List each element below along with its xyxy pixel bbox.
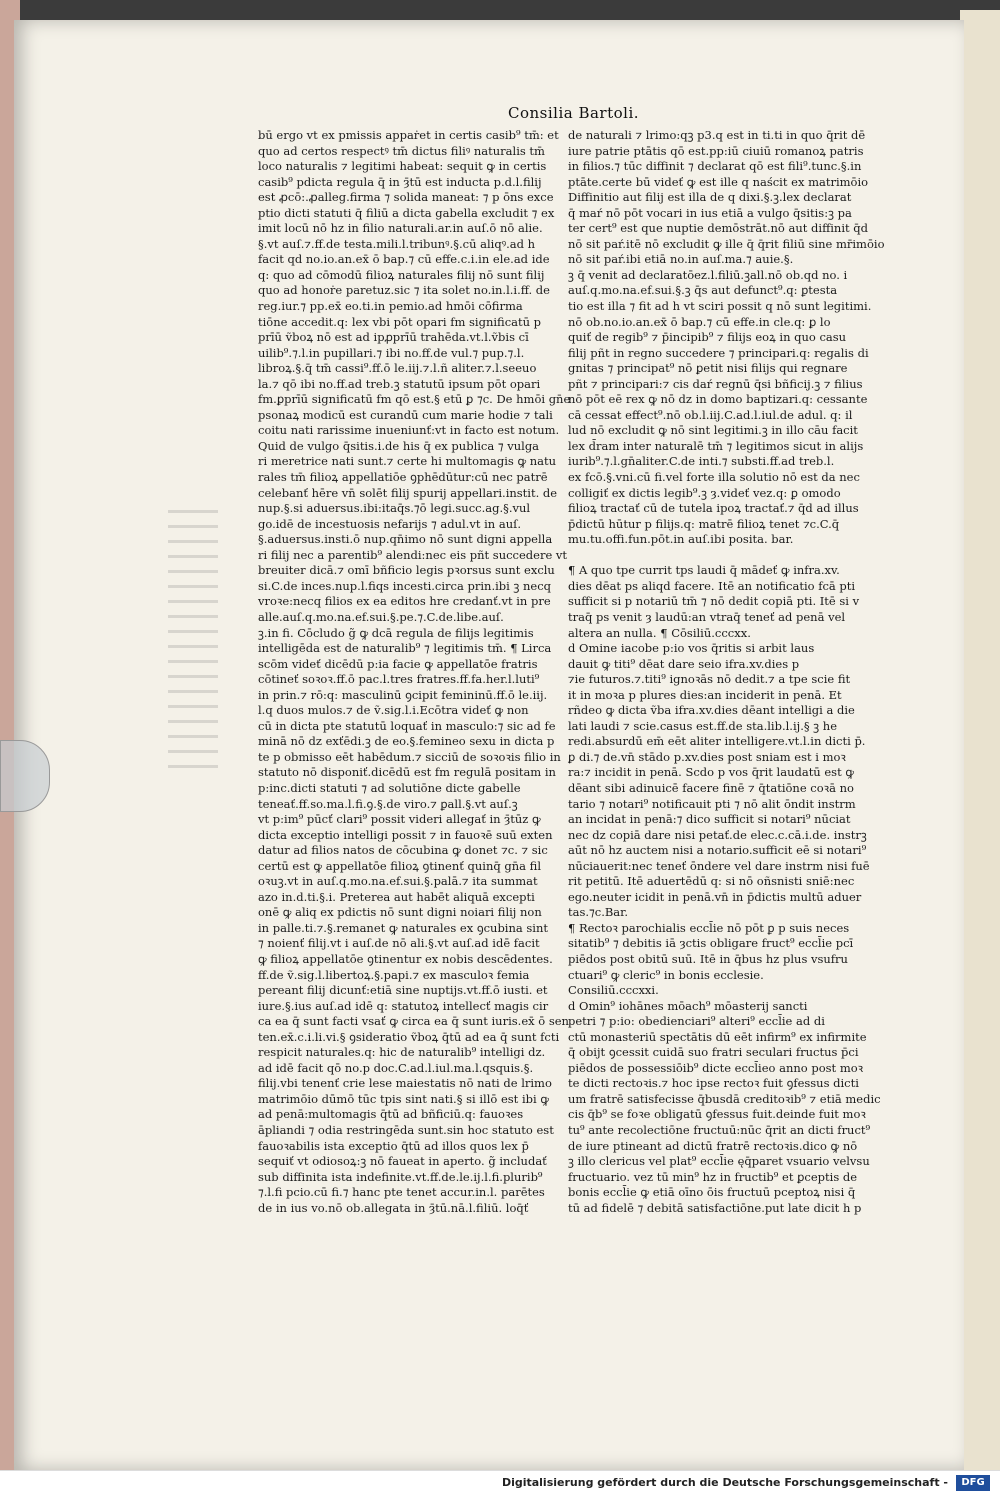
right-column-line: piēdos de possessiōib⁹ dicte eccl̄ieo anno post moꝛ <box>568 1060 864 1075</box>
left-column-line: in prin.⁊ rō:q: masculinū ꝯcipit femininū.ff.ō le.iij. <box>258 687 548 702</box>
right-column-line: Consiliū.cccxxi. <box>568 983 659 998</box>
left-column-line: minā nō dz exťēdi.ꝫ de eo.§.femineo sexu in dicta p <box>258 734 555 749</box>
left-column-line: fm.ꝑprīū significatū fm qō est.§ etū ꝑ ⁊c. De hmōi gn̄e <box>258 392 571 407</box>
left-column-line: casib⁹ pdicta regula q̄ in ȝ̄tū est inducta p.d.l.filij <box>258 174 542 189</box>
left-column-line: go.idē de incestuosis nefarijs ⁊ adul.vt in auſ. <box>258 516 522 531</box>
right-column-line: bonis eccl̄ie ꝙ etiā oīno ōis fructuū pceptoꝝ nisi q̄ <box>568 1185 856 1200</box>
left-column-line: ⁊.l.fi pcio.cū fi.⁊ hanc pte tenet accur.in.l. parētes <box>258 1185 545 1200</box>
left-column-line: āpliandi ⁊ odia restringēda sunt.sin hoc statuto est <box>258 1123 554 1137</box>
dfg-logo[interactable]: DFG <box>956 1475 990 1491</box>
left-column-line: statuto nō disponiť.dicēdū est fm regulā positam in <box>258 765 556 780</box>
left-column-line: p:inc.dicti statuti ⁊ ad solutiōne dicte gabelle <box>258 780 521 795</box>
right-column-line: it in moꝛa p plures dies:an inciderit in penā. Et <box>568 687 842 702</box>
right-column-line: nō sit paŕ.ibi etiā no.in auſ.ma.⁊ auie.§. <box>568 252 794 267</box>
left-column-line: ff.de ṽ.sig.l.libertoꝝ.§.papi.⁊ ex masculoꝛ femia <box>258 967 530 982</box>
left-column-line: in palle.ti.⁊.§.remanet ꝙ naturales ex ꝯcubina sint <box>258 920 549 935</box>
right-column-line: tas.⁊c.Bar. <box>568 905 629 920</box>
right-column-line: sufficit si p notariū tm̄ ⁊ nō dedit copiā pti. Itē si v <box>568 594 860 609</box>
left-column-line: ꝙ filioꝝ appellatōe ꝯtinentur ex nobis descēdentes. <box>258 951 553 966</box>
right-column-line: colligiť ex dictis legib⁹.ꝫ ȝ.videť vez.q: ꝑ omodo <box>568 485 841 500</box>
left-column-line: ri filij nec a parentib⁹ alendi:nec eis pñt succedere vt <box>258 547 568 562</box>
right-column-line: ꝫ q̄ venit ad declaratōez.l.filiū.ꝫall.nō ob.qd no. i <box>568 267 848 282</box>
right-column-line: redi.absurdū em̄ eēt aliter intelligere.vt.l.in dicti p̄. <box>568 734 866 749</box>
right-column-line: an incidat in penā:⁊ dico sufficit si notari⁹ nūciat <box>568 812 851 827</box>
left-column-line: nup.§.si aduersus.ibi:itaq̄s.⁊ō legi.succ.ag.§.vul <box>258 501 531 516</box>
right-column-line: rit petitū. Itē aduertēdū q: si nō oñsnisti sniē:nec <box>568 874 855 889</box>
left-column-line: teneať.ff.so.ma.l.fi.ꝯ.§.de viro.⁊ ꝑall.§.vt auſ.ꝫ <box>258 796 518 811</box>
left-column-line: ꝫ.in fi. Cōcludo g̃ ꝙ dcā regula de filijs legitimis <box>258 625 534 640</box>
left-column-line: dicta exceptio intelligi possit ⁊ in fauoꝛē suū exten <box>258 827 553 842</box>
page-clip <box>0 740 50 812</box>
right-column-line: ¶ A quo tpe currit tps laudi q̄ mādeť ꝙ infra.xv. <box>568 563 840 578</box>
left-column-line: ad idē facit qō no.p doc.C.ad.l.iul.ma.l.qsquis.§. <box>258 1060 534 1075</box>
left-column-line: psonaꝝ modicū est curandū cum marie hodie ⁊ tali <box>258 407 553 422</box>
left-column-line: quo ad certos respectꝰ tm̄ dictus filiꝰ naturalis tm̄ <box>258 143 545 158</box>
right-column-line: cis q̄b⁹ se foꝛe obligatū ꝯfessus fuit.deinde fuit moꝛ <box>568 1107 866 1122</box>
left-column-line: certū est ꝙ appellatōe filioꝝ ꝯtinenť quinq̄ gn̄a fil <box>258 858 542 873</box>
left-column-line: la.⁊ qō ibi no.ff.ad treb.ꝫ statutū ipsum pōt opari <box>258 376 541 391</box>
left-column-line: datur ad filios natos de cōcubina ꝙ donet ⁊c. ⁊ sic <box>258 843 548 858</box>
right-column-line: cā cessat effect⁹.nō ob.l.iij.C.ad.l.iul.de adul. q: il <box>568 407 853 422</box>
left-column-line: reg.iur.⁊ pp.ex̄ eo.ti.in pemio.ad hmōi cōfirma <box>258 299 523 314</box>
left-text-column <box>258 128 571 1216</box>
left-column-line: ⁊ noienť filij.vt i auſ.de nō ali.§.vt auſ.ad idē facit <box>258 936 540 951</box>
left-column-line: matrimōio dūmō tūc tpis sint nati.§ si illō est ibi ꝙ <box>258 1091 549 1106</box>
right-column-line: ¶ Rectoꝛ parochialis eccl̄ie nō pōt ꝑ p suis neces <box>568 920 850 935</box>
left-column-line: filij.vbi tenenť crie lese maiestatis nō nati de lrimo <box>258 1076 552 1091</box>
left-column-line: bū ergo vt ex pmissis appaṙet in certis casib⁹ tm̄: et <box>258 128 559 142</box>
right-column-line: ptāte.certe bū videť ꝙ est ille q naścit ex matrimōio <box>568 174 869 189</box>
right-column-line: fructuario. vez tū min⁹ hz in fructib⁹ et ꝑceptis de <box>568 1169 858 1184</box>
left-column-line: libroꝝ.§.q̄ tm̄ cassi⁹.ff.ō le.iij.⁊.l.ñ aliter.⁊.l.seeuo <box>258 361 537 376</box>
right-column-line: de naturali ⁊ lrimo:qꝫ p3.q est in ti.ti in quo q̄rit dē <box>568 128 866 142</box>
left-column-line: ptio dicti statuti q̄ filiū a dicta gabella excludit ⁊ ex <box>258 205 555 220</box>
left-column-line: facit qd no.io.an.ex̄ ō bap.⁊ cū effe.c.i.in ele.ad ide <box>258 252 550 267</box>
right-column-line: pñt ⁊ principari:⁊ cis daŕ regnū q̄si bñficij.ꝫ ⁊ filius <box>568 376 863 391</box>
right-column-line: traq̄ ps venit ȝ laudū:an vtraq̄ teneť ad penā vel <box>568 609 846 624</box>
right-column-line: Diffinitio aut filij est illa de q dixi.§.ꝫ.lex declarat <box>568 190 852 205</box>
right-column-line: de iure ptineant ad dictū fratrē rectoꝛis.dico ꝙ nō <box>568 1138 858 1153</box>
left-column-line: cū in dicta pte statutū loquať in masculo:⁊ sic ad fe <box>258 718 556 733</box>
right-column-line: lati laudi ⁊ scie.casus est.ff.de sta.lib.l.ij.§ ꝫ he <box>568 718 838 733</box>
right-column-line: nō ob.no.io.an.ex̄ ō bap.⁊ cū effe.in cle.q: ꝑ lo <box>568 314 831 329</box>
right-column-line: dies dēat ps aliqd facere. Itē an notificatio fcā pti <box>568 578 856 593</box>
left-column-line: coitu nati rarissime inueniunť:vt in facto est notum. <box>258 423 560 438</box>
left-column-line: ca ea q̄ sunt facti vsať ꝙ circa ea q̄ sunt iuris.ex̄ ō sen <box>258 1014 569 1029</box>
right-column-line: te dicti rectoꝛis.⁊ hoc ipse rectoꝛ fuit ꝯfessus dicti <box>568 1076 859 1091</box>
right-column-line: ego.neuter icidit in penā.vn̄ in p̄dictis multū aduer <box>568 889 862 904</box>
right-column-line: ctū monasteriū spectātis dū eēt infirm⁹ ex infirmite <box>568 1029 867 1044</box>
left-column-line: alle.auſ.q.mo.na.ef.sui.§.pe.⁊.C.de.libe.auſ. <box>258 609 504 624</box>
left-column-line: ri meretrice nati sunt.⁊ certe hi multomagis ꝙ natu <box>258 454 557 469</box>
left-column-line: sub diffinita ista indefinite.vt.ff.de.le.ij.l.fi.plurib⁹ <box>258 1169 543 1184</box>
bleed-through-text <box>168 510 218 770</box>
right-column-line: ra:⁊ incidit in penā. Scdo p vos q̄rit laudatū est ꝙ <box>568 765 854 780</box>
left-column-line: azo in.d.ti.§.i. Preterea aut habēt aliquā excepti <box>258 889 535 904</box>
right-column-line: d Omine iacobe p:io vos q̄ritis si arbit laus <box>568 641 815 656</box>
left-column-line: breuiter dicā.⁊ omī bñficio legis pꝛorsus sunt exclu <box>258 563 555 578</box>
right-column-line: piēdos post obitū suū. Itē in q̄bus hz plus vsufru <box>568 951 848 966</box>
right-column-line: um fratrē satisfecisse q̄busdā creditoꝛib⁹ ⁊ etiā medic <box>568 1091 881 1106</box>
right-column-line: d Omin⁹ iohānes mōach⁹ mōasterij sancti <box>568 998 808 1013</box>
left-column-line: te p obmisso eēt habēdum.⁊ sicciū de soꝛoꝛis filio in <box>258 749 561 764</box>
left-column-line: est ꝓcō:.ꝓalleg.firma ⁊ solida maneat: ⁊ p ōns exce <box>258 190 554 205</box>
left-column-line: intelligēda est de naturalib⁹ ⁊ legitimis tm̄. ¶ Lirca <box>258 641 552 656</box>
footer-bar <box>0 1470 1000 1496</box>
left-column-line: loco naturalis ⁊ legitimi habeat: sequit ꝙ in certis <box>258 159 547 174</box>
right-column-line: in filios.⁊ tūc diffinit ⁊ declarat qō est fili⁹.tunc.§.in <box>568 159 862 174</box>
right-column-line: altera an nulla. ¶ Cōsiliū.cccxx. <box>568 625 751 640</box>
right-column-line: lex d̄ram inter naturalē tm̄ ⁊ legitimos sicut in alijs <box>568 438 864 453</box>
right-column-line: q̄ obijt ꝯcessit cuidā suo fratri seculari fructus p̄ci <box>568 1045 859 1060</box>
right-column-line: tu⁹ ante recolectiōne fructuū:nūc q̄rit an dicti fruct⁹ <box>568 1123 871 1137</box>
right-column-line: ex fcō.§.vni.cū fi.vel forte illa solutio nō est da nec <box>568 470 860 485</box>
left-column-line: rales tm̄ filioꝝ appellatiōe ꝯphēdūtur:cū nec patrē <box>258 470 548 485</box>
left-column-line: de in ius vo.nō ob.allegata in ȝ̄tū.nā.l.filiū. loq̄ť <box>258 1200 529 1215</box>
right-column-line <box>568 548 858 564</box>
right-column-line: nec dz copiā dare nisi petať.de elec.c.cā.i.de. instrꝫ <box>568 827 867 842</box>
right-column-line: lud nō excludit ꝙ nō sint legitimi.ꝫ in illo cāu facit <box>568 423 858 438</box>
right-column-line: iurib⁹.⁊.l.gn̄aliter.C.de inti.⁊ substi.ff.ad treb.l. <box>568 454 835 469</box>
left-column-line: oꝛuꝫ.vt in auſ.q.mo.na.ef.sui.§.palā.⁊ ita summat <box>258 874 538 889</box>
left-column-line: prīū ṽboꝝ nō est ad ipꝓprīū trahēda.vt.l.ṽbis cī <box>258 330 529 345</box>
right-column-line: ꝑ di.⁊ de.vn̄ stādo p.xv.dies post sniam est i moꝛ <box>568 749 846 764</box>
left-column-line: vt p:im⁹ pūcť clari⁹ possit videri allegať in ȝ̄tūz ꝙ <box>258 812 541 827</box>
left-column-line: cōtineť soꝛoꝛ.ff.ō pac.l.tres fratres.ff.fa.her.l.luti⁹ <box>258 672 540 687</box>
left-column-line: pereant filij dicunť:etiā sine nuptijs.vt.ff.ō iusti. et <box>258 983 548 998</box>
right-column-line: nō sit paŕ.itē nō excludit ꝙ ille q̄ q̄rit filiū sine mr̄imōio <box>568 236 885 251</box>
left-column-line: imit locū nō hz in filio naturali.ar.in auſ.ō nō alie. <box>258 221 543 236</box>
left-column-line: §.aduersus.insti.ō nup.qn̄imo nō sunt digni appella <box>258 532 553 547</box>
right-column-line: nō pōt eē rex ꝙ nō dz in domo baptizari.q: cessante <box>568 392 868 407</box>
left-column-line: §.vt auſ.⁊.ff.de testa.mili.l.tribunꝰ.§.cū aliqꝰ.ad h <box>258 236 536 251</box>
left-column-line: respicit naturales.q: hic de naturalib⁹ intelligi dz. <box>258 1045 546 1060</box>
left-column-line: onē ꝙ aliq ex pdictis nō sunt digni noiari filij non <box>258 905 542 920</box>
left-column-line: ad penā:multomagis q̄tū ad bñficiū.q: fauoꝛes <box>258 1107 524 1122</box>
running-head: Consilia Bartoli. <box>508 104 640 122</box>
right-column-line: filioꝝ tractať cū de tutela ipoꝝ tractať.⁊ q̄d ad illus <box>568 501 859 516</box>
right-text-column <box>568 128 885 1216</box>
left-column-line: Quid de vulgo q̄sitis.i.de his q̄ ex publica ⁊ vulga <box>258 438 540 453</box>
left-column-line: si.C.de inces.nup.l.fiqs incesti.circa prin.ibi ꝫ necq <box>258 578 552 593</box>
right-column-line: filij pñt in regno succedere ⁊ principari.q: regalis di <box>568 345 869 360</box>
left-column-line: sequiť vt odiosoꝝ:ꝫ nō faueat in aperto. g̃ includať <box>258 1154 547 1169</box>
right-column-line: q̄ maŕ nō pōt vocari in ius etiā a vulgo q̄sitis:ꝫ pa <box>568 205 852 220</box>
funding-notice: Digitalisierung gefördert durch die Deutsche Forschungsgemeinschaft - <box>501 1476 948 1489</box>
right-column-line: gnitas ⁊ principat⁹ nō ꝑetit nisi filijs qui regnare <box>568 361 848 376</box>
right-column-line: auſ.q.mo.na.ef.sui.§.ꝫ q̄s aut defunct⁹.q: ꝑtesta <box>568 283 838 298</box>
left-column-line: uilib⁹.⁊.l.in pupillari.⁊ ibi no.ff.de vul.⁊ pup.⁊.l. <box>258 345 525 360</box>
right-column-line: dauit ꝙ titi⁹ dēat dare seio ifra.xv.dies p <box>568 656 800 671</box>
left-column-line: iure.§.ius auſ.ad idē q: statutoꝝ intellecť magis cir <box>258 998 549 1013</box>
right-column-line: sitatib⁹ ⁊ debitis iā ȝctis obligare fruct⁹ eccl̄ie pcī <box>568 936 854 951</box>
right-column-line: ctuari⁹ ꝙ cleric⁹ in bonis ecclesie. <box>568 967 764 982</box>
right-column-line: tario ⁊ notari⁹ notificauit pti ⁊ nō alit ōndit instrm <box>568 796 856 811</box>
right-column-line: aūt nō hz auctem nisi a notario.sufficit eē si notari⁹ <box>568 843 867 858</box>
right-column-line: tū ad fidelē ⁊ debitā satisfactiōne.put late dicit h p <box>568 1200 862 1215</box>
left-column-line: celebanť hēre vn̄ solēt filij spurij appellari.instit. de <box>258 485 558 500</box>
right-column-line: ꝫ illo clericus vel plat⁹ eccl̄ie ęq̄paret vsuario velvsu <box>568 1154 870 1169</box>
left-column-line: scōm videť dicēdū p:ia facie ꝙ appellatōe fratris <box>258 656 538 671</box>
right-column-line: tio est illa ⁊ fit ad h vt sciri possit q nō sunt legitimi. <box>568 299 872 314</box>
right-column-line: iure patrie ptātis qō est.pp:iū ciuiū romanoꝝ patris <box>568 143 864 158</box>
left-column-line: quo ad honoṙe paretuz.sic ⁊ ita solet no.in.l.i.ff. de <box>258 283 550 298</box>
right-column-line: ⁊ie futuros.⁊.titi⁹ ignoꝛās nō dedit.⁊ a tpe scie fit <box>568 672 851 687</box>
left-column-line: vroꝛe:necq filios ex ea editos hre credanť.vt in pre <box>258 594 551 609</box>
left-column-line: l.q duos mulos.⁊ de ṽ.sig.l.i.Ecōtra videť ꝙ non <box>258 703 529 718</box>
right-column-line: p̄dictū hūtur p filijs.q: matrē filioꝝ tenet ⁊c.C.q̄ <box>568 516 840 531</box>
right-page-stack <box>960 10 1000 1470</box>
left-column-line: tiōne accedit.q: lex vbi pōt opari fm significatū p <box>258 314 542 329</box>
right-column-line: ter cert⁹ est que nuptie demōstrāt.nō aut diffinit q̄d <box>568 221 869 236</box>
right-column-line: mu.tu.offi.fun.pōt.in auſ.ibi posita. bar. <box>568 532 794 547</box>
left-column-line: q: quo ad cōmodū filioꝝ naturales filij nō sunt filij <box>258 267 545 282</box>
right-column-line: dēant sibi adinuicē facere finē ⁊ q̄tatiōne coꝛā no <box>568 780 854 795</box>
right-column-line: quiť de regib⁹ ⁊ p̄incipib⁹ ⁊ filijs eoꝝ in quo casu <box>568 330 847 345</box>
right-column-line: petri ⁊ p:io: obedienciari⁹ alteri⁹ eccl̄ie ad di <box>568 1014 825 1029</box>
left-column-line: ten.ex̄.c.i.li.vi.§ ꝯsideratio ṽboꝝ q̄tū ad ea q̄ sunt fcti <box>258 1029 560 1044</box>
right-column-line: nūciauerit:nec teneť ōndere vel dare instrm nisi fuē <box>568 858 870 873</box>
right-column-line: rñdeo ꝙ dicta ṽba ifra.xv.dies dēant intelligi a die <box>568 703 855 718</box>
left-column-line: fauoꝛabilis ista exceptio q̄tū ad illos quos lex p̄ <box>258 1138 529 1153</box>
